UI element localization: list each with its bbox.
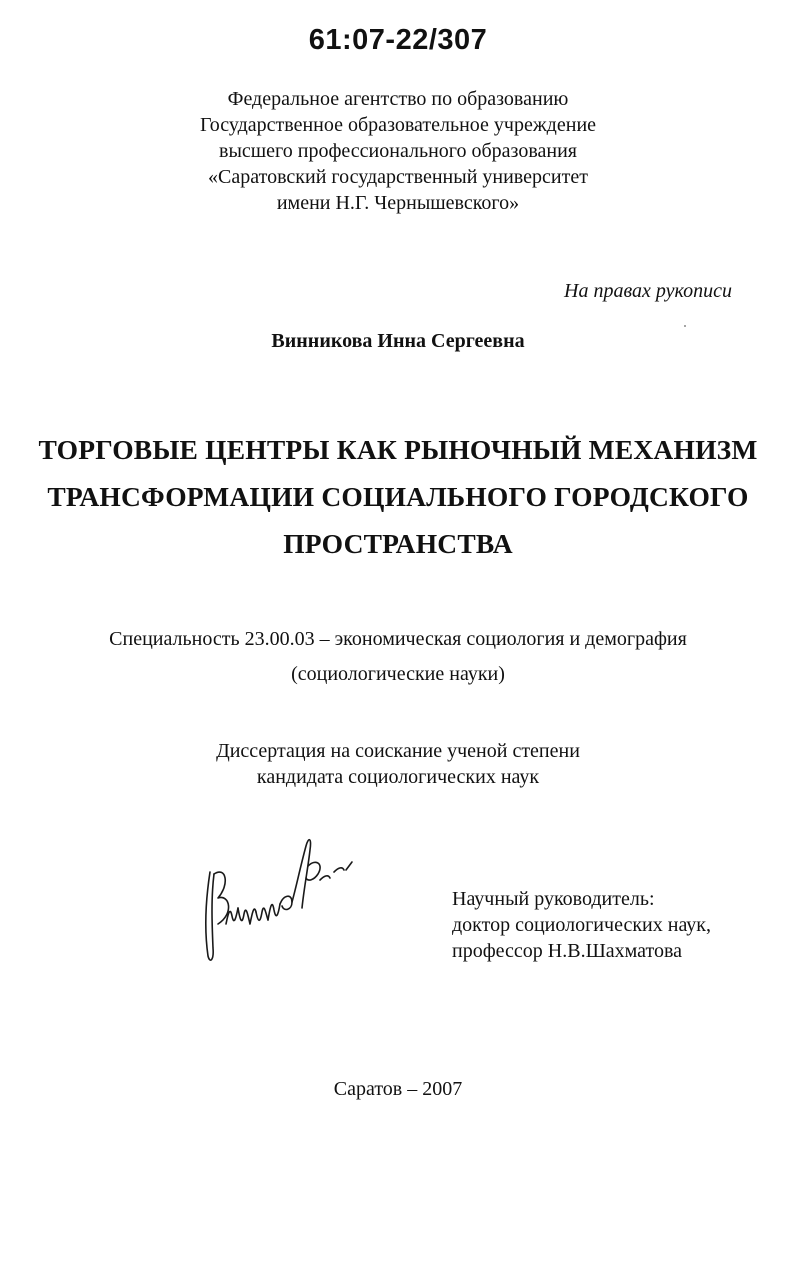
- rights-note: На правах рукописи: [564, 280, 732, 302]
- institution-header: [0, 86, 796, 216]
- institution-line: имени Н.Г. Чернышевского»: [276, 192, 520, 214]
- handwritten-signature: [196, 828, 366, 968]
- institution-line: высшего профессионального образования: [219, 140, 577, 162]
- title-line: ПРОСТРАНСТВА: [283, 528, 513, 559]
- supervisor-label: Научный руководитель:: [452, 888, 655, 910]
- institution-line: Государственное образовательное учреждение: [199, 114, 597, 136]
- institution-line: «Саратовский государственный университет: [208, 166, 588, 188]
- scientific-supervisor: [452, 886, 711, 964]
- title-line: ТОРГОВЫЕ ЦЕНТРЫ КАК РЫНОЧНЫЙ МЕХАНИЗМ: [38, 434, 758, 465]
- specialty-line: Специальность 23.00.03 – экономическая социология и демография: [109, 628, 687, 650]
- degree-line: Диссертация на соискание ученой степени: [216, 740, 580, 762]
- city-year: Саратов – 2007: [333, 1078, 463, 1100]
- title-line: ТРАНСФОРМАЦИИ СОЦИАЛЬНОГО ГОРОДСКОГО: [47, 481, 749, 512]
- degree-statement: [0, 738, 796, 790]
- specialty: [0, 622, 796, 692]
- dissertation-title: [0, 426, 796, 567]
- supervisor-degree: доктор социологических наук,: [452, 914, 712, 936]
- specialty-field: (социологические науки): [291, 663, 505, 685]
- supervisor-name: профессор Н.В.Шахматова: [452, 940, 683, 962]
- institution-line: Федеральное агентство по образованию: [227, 88, 569, 110]
- author-name: Винникова Инна Сергеевна: [271, 330, 525, 352]
- catalog-number: 61:07-22/307: [308, 24, 488, 56]
- degree-line: кандидата социологических наук: [256, 766, 540, 788]
- scan-speck: [684, 325, 686, 327]
